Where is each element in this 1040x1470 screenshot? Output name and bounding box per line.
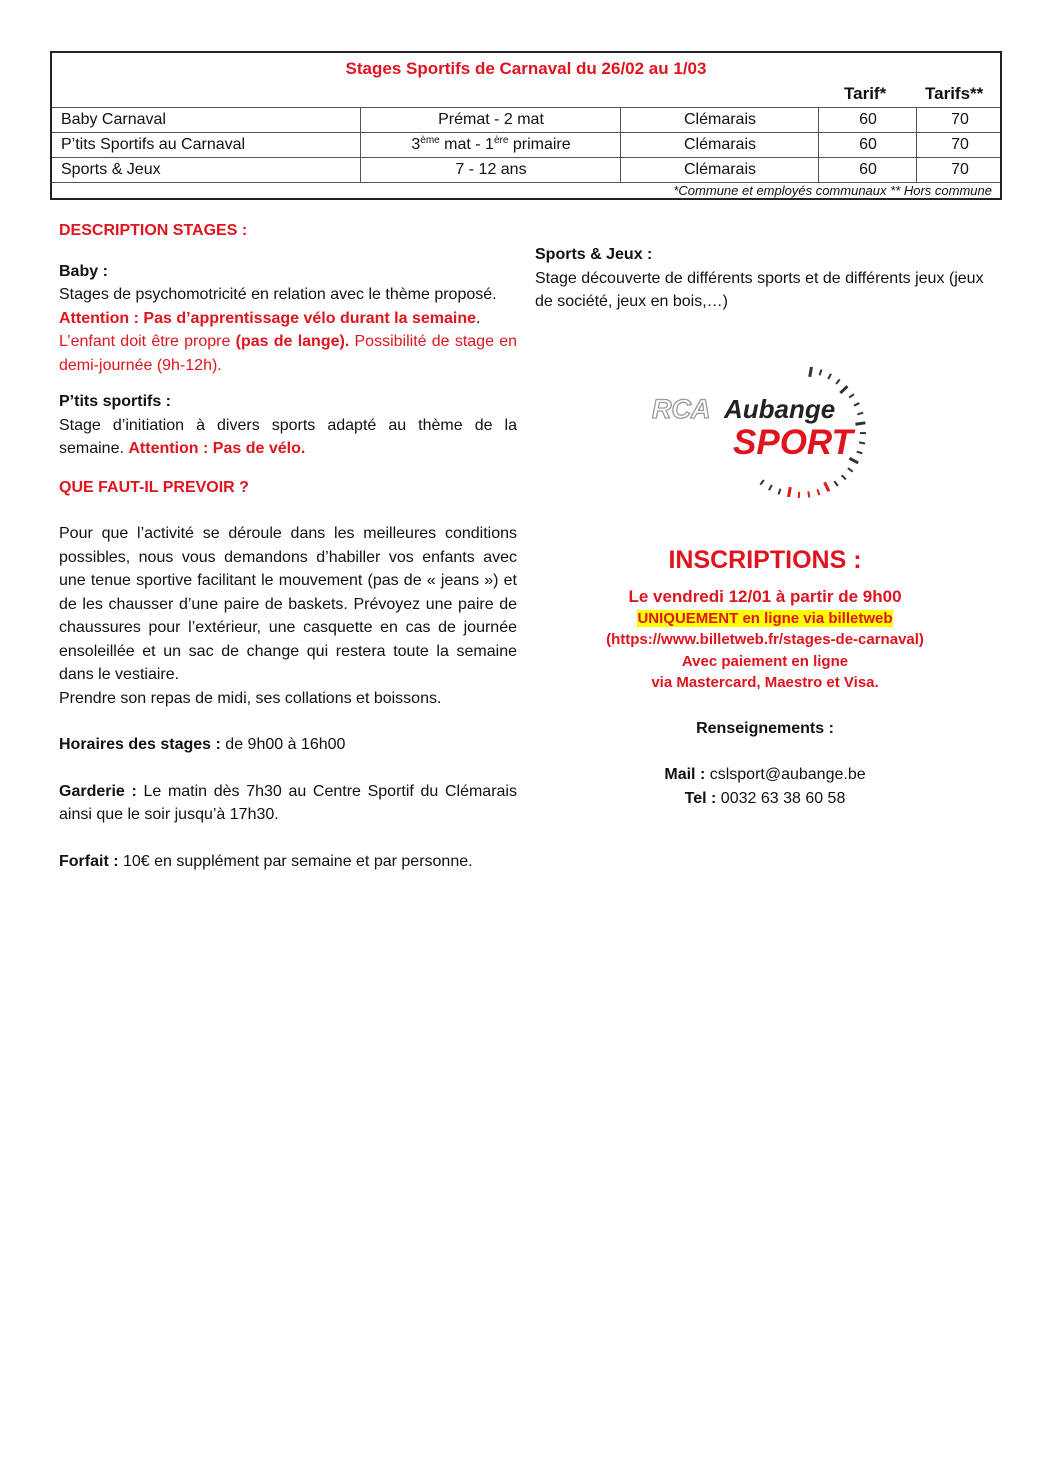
gauge-tick: [849, 394, 854, 397]
gauge-tick: [810, 367, 812, 377]
table-row: [52, 157, 1000, 183]
stage-place: Clémarais: [620, 133, 819, 157]
table-row: [52, 132, 1000, 157]
stage-name: Baby Carnaval: [61, 111, 166, 128]
inscriptions-block: [525, 543, 1005, 810]
gauge-tick: [836, 379, 840, 384]
tarif-table: [50, 51, 1002, 200]
logo-sport-text: SPORT: [733, 423, 853, 462]
repas-text: Prendre son repas de midi, ses collations et boissons.: [59, 689, 442, 707]
logo-rca-text: RCA: [652, 394, 711, 424]
prevoir-heading: QUE FAUT-IL PREVOIR ?: [59, 478, 249, 496]
gauge-tick: [854, 403, 859, 406]
stage-name: P’tits Sportifs au Carnaval: [61, 136, 246, 153]
gauge-tick: [818, 489, 820, 495]
gauge-tick: [760, 480, 764, 485]
gauge-tick: [855, 423, 865, 424]
stage-price-commune: 60: [818, 158, 917, 182]
inscriptions-url[interactable]: (https://www.billetweb.fr/stages-de-carnaval): [606, 631, 924, 648]
rca-aubange-sport-logo: [640, 360, 885, 505]
stage-name: Sports & Jeux: [61, 161, 161, 178]
ptits-heading: P’tits sportifs :: [59, 393, 172, 410]
stage-age: Prémat - 2 mat: [360, 108, 621, 132]
gauge-tick: [857, 413, 863, 415]
gauge-tick: [825, 482, 829, 491]
gauge-tick: [808, 491, 809, 497]
left-column: [59, 219, 517, 873]
stage-price-hors-commune: 70: [916, 133, 1003, 157]
logo-aubange-text: Aubange: [724, 394, 836, 424]
right-column: [535, 243, 1005, 314]
stage-price-commune: 60: [818, 133, 917, 157]
stage-place: Clémarais: [620, 158, 819, 182]
ptits-text: Stage d’initiation à divers sports adapté au thème de la semaine. Attention : Pas de vélo.: [59, 416, 517, 457]
sports-jeux-heading: Sports & Jeux :: [535, 246, 653, 263]
inscriptions-online-only: UNIQUEMENT en ligne via billetweb: [637, 609, 893, 627]
contact-mail: Mail : cslsport@aubange.be: [664, 766, 866, 783]
header-tarif-hors-commune: Tarifs**: [925, 84, 984, 103]
inscriptions-payment: Avec paiement en ligne: [681, 652, 849, 670]
gauge-tick: [834, 481, 837, 486]
inscriptions-title: INSCRIPTIONS :: [668, 546, 862, 574]
stage-price-hors-commune: 70: [916, 108, 1003, 132]
forfait: Forfait : 10€ en supplément par semaine et par personne.: [59, 852, 473, 870]
garderie: Garderie : Le matin dès 7h30 au Centre Sportif du Clémarais ainsi que le soir jusqu’à 17h30.: [59, 782, 517, 823]
baby-text: Stages de psychomotricité en relation avec le thème proposé. Attention : Pas d’apprentissage vélo durant la semaine. L’enfant doit être propre (pas de lange). Possibilité de stage en demi-journée (9h-12h).: [59, 286, 517, 374]
table-footnote: *Commune et employés communaux ** Hors commune: [673, 183, 992, 198]
inscriptions-cards: via Mastercard, Maestro et Visa.: [651, 674, 879, 691]
stage-place: Clémarais: [620, 108, 819, 132]
stage-age: 7 - 12 ans: [360, 158, 621, 182]
gauge-tick: [820, 370, 822, 376]
sports-jeux-text: Stage découverte de différents sports et de différents jeux (jeux de société, jeux en bois,…): [535, 269, 984, 310]
description-heading: DESCRIPTION STAGES :: [59, 222, 248, 239]
table-title: Stages Sportifs de Carnaval du 26/02 au 1/03: [345, 59, 707, 78]
gauge-tick: [779, 489, 781, 495]
prevoir-text: Pour que l’activité se déroule dans les meilleures conditions possibles, nous vous demandons d’habiller vos enfants avec une tenue sportive facilitant le mouvement (pas de « jeans ») et de les chausser d’une paire de baskets. Prévoyez une paire de chaussures pour l’extérieur, une casquette en cas de journée ensoleillée et un sac de change qui restera toute la semaine dans le vestiaire.: [59, 525, 517, 683]
horaires: Horaires des stages : de 9h00 à 16h00: [59, 736, 346, 753]
baby-heading: Baby :: [59, 262, 108, 280]
gauge-tick: [828, 374, 831, 379]
gauge-tick: [840, 386, 847, 393]
gauge-tick: [789, 487, 791, 497]
gauge-tick: [857, 452, 863, 454]
renseignements-heading: Renseignements :: [696, 719, 834, 737]
gauge-tick: [848, 468, 853, 472]
stage-price-hors-commune: 70: [916, 158, 1003, 182]
header-tarif-commune: Tarif*: [844, 84, 887, 103]
baby-attention: Attention : Pas d’apprentissage vélo durant la semaine: [59, 309, 476, 327]
contact-tel: Tel : 0032 63 38 60 58: [684, 789, 846, 807]
gauge-tick: [859, 442, 865, 443]
table-row: [52, 107, 1000, 132]
stage-age: 3ème mat - 1ère primaire: [360, 133, 621, 157]
ptits-attention: Attention : Pas de vélo.: [128, 440, 306, 457]
stage-price-commune: 60: [818, 108, 917, 132]
gauge-tick: [842, 475, 846, 479]
gauge-tick: [769, 485, 772, 490]
inscriptions-date: Le vendredi 12/01 à partir de 9h00: [628, 587, 902, 606]
